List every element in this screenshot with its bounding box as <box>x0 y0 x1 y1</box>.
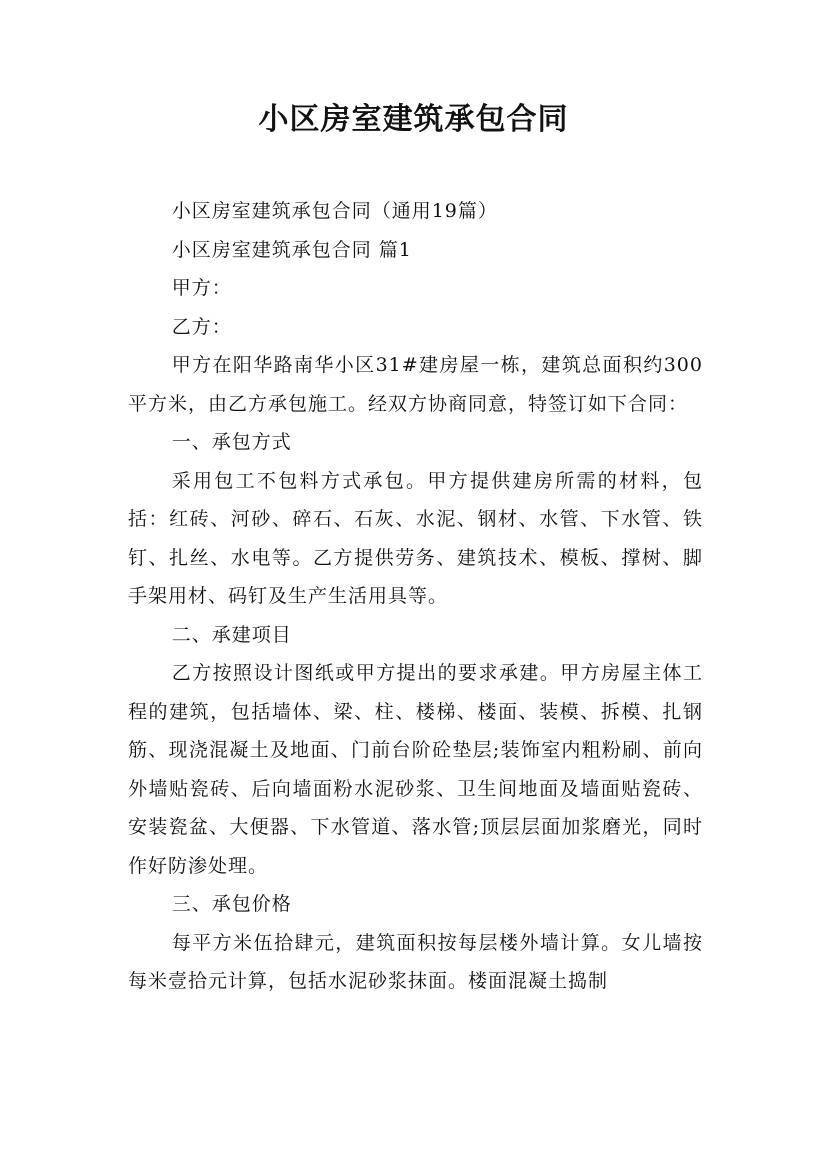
subtitle-paragraph: 小区房室建筑承包合同（通用19篇） <box>171 200 498 222</box>
document-title: 小区房室建筑承包合同 <box>258 102 569 137</box>
clause-paragraph-3: 每平方米伍拾肆元，建筑面积按每层楼外墙计算。女儿墙按每米壹拾元计算，包括水泥砂浆抹面。楼面混凝土捣制 <box>128 931 703 992</box>
intro-paragraph: 甲方在阳华路南华小区31#建房屋一栋，建筑总面积约300平方米，由乙方承包施工。经双方协商同意，特签订如下合同： <box>128 354 703 415</box>
section-heading-part1: 小区房室建筑承包合同 篇1 <box>171 238 412 261</box>
document-body <box>128 192 703 1001</box>
party-b-line: 乙方： <box>171 315 232 338</box>
clause-paragraph-1: 采用包工不包料方式承包。甲方提供建房所需的材料，包括：红砖、河砂、碎石、石灰、水泥、钢材、水管、下水管、铁钉、扎丝、水电等。乙方提供劳务、建筑技术、模板、撑树、脚手架用材、码钉及生产生活用具等。 <box>128 469 703 607</box>
clause-paragraph-2: 乙方按照设计图纸或甲方提出的要求承建。甲方房屋主体工程的建筑，包括墙体、梁、柱、楼梯、楼面、装模、拆模、扎钢筋、现浇混凝土及地面、门前台阶砼垫层;装饰室内粗粉刷、前向外墙贴瓷砖、后向墙面粉水泥砂浆、卫生间地面及墙面贴瓷砖、安装瓷盆、大便器、下水管道、落水管;顶层层面加浆磨光，同时作好防渗处理。 <box>128 662 703 877</box>
clause-heading-3: 三、承包价格 <box>171 893 292 915</box>
clause-heading-2: 二、承建项目 <box>171 623 292 646</box>
clause-heading-1: 一、承包方式 <box>171 431 292 453</box>
party-a-line: 甲方： <box>171 277 232 299</box>
